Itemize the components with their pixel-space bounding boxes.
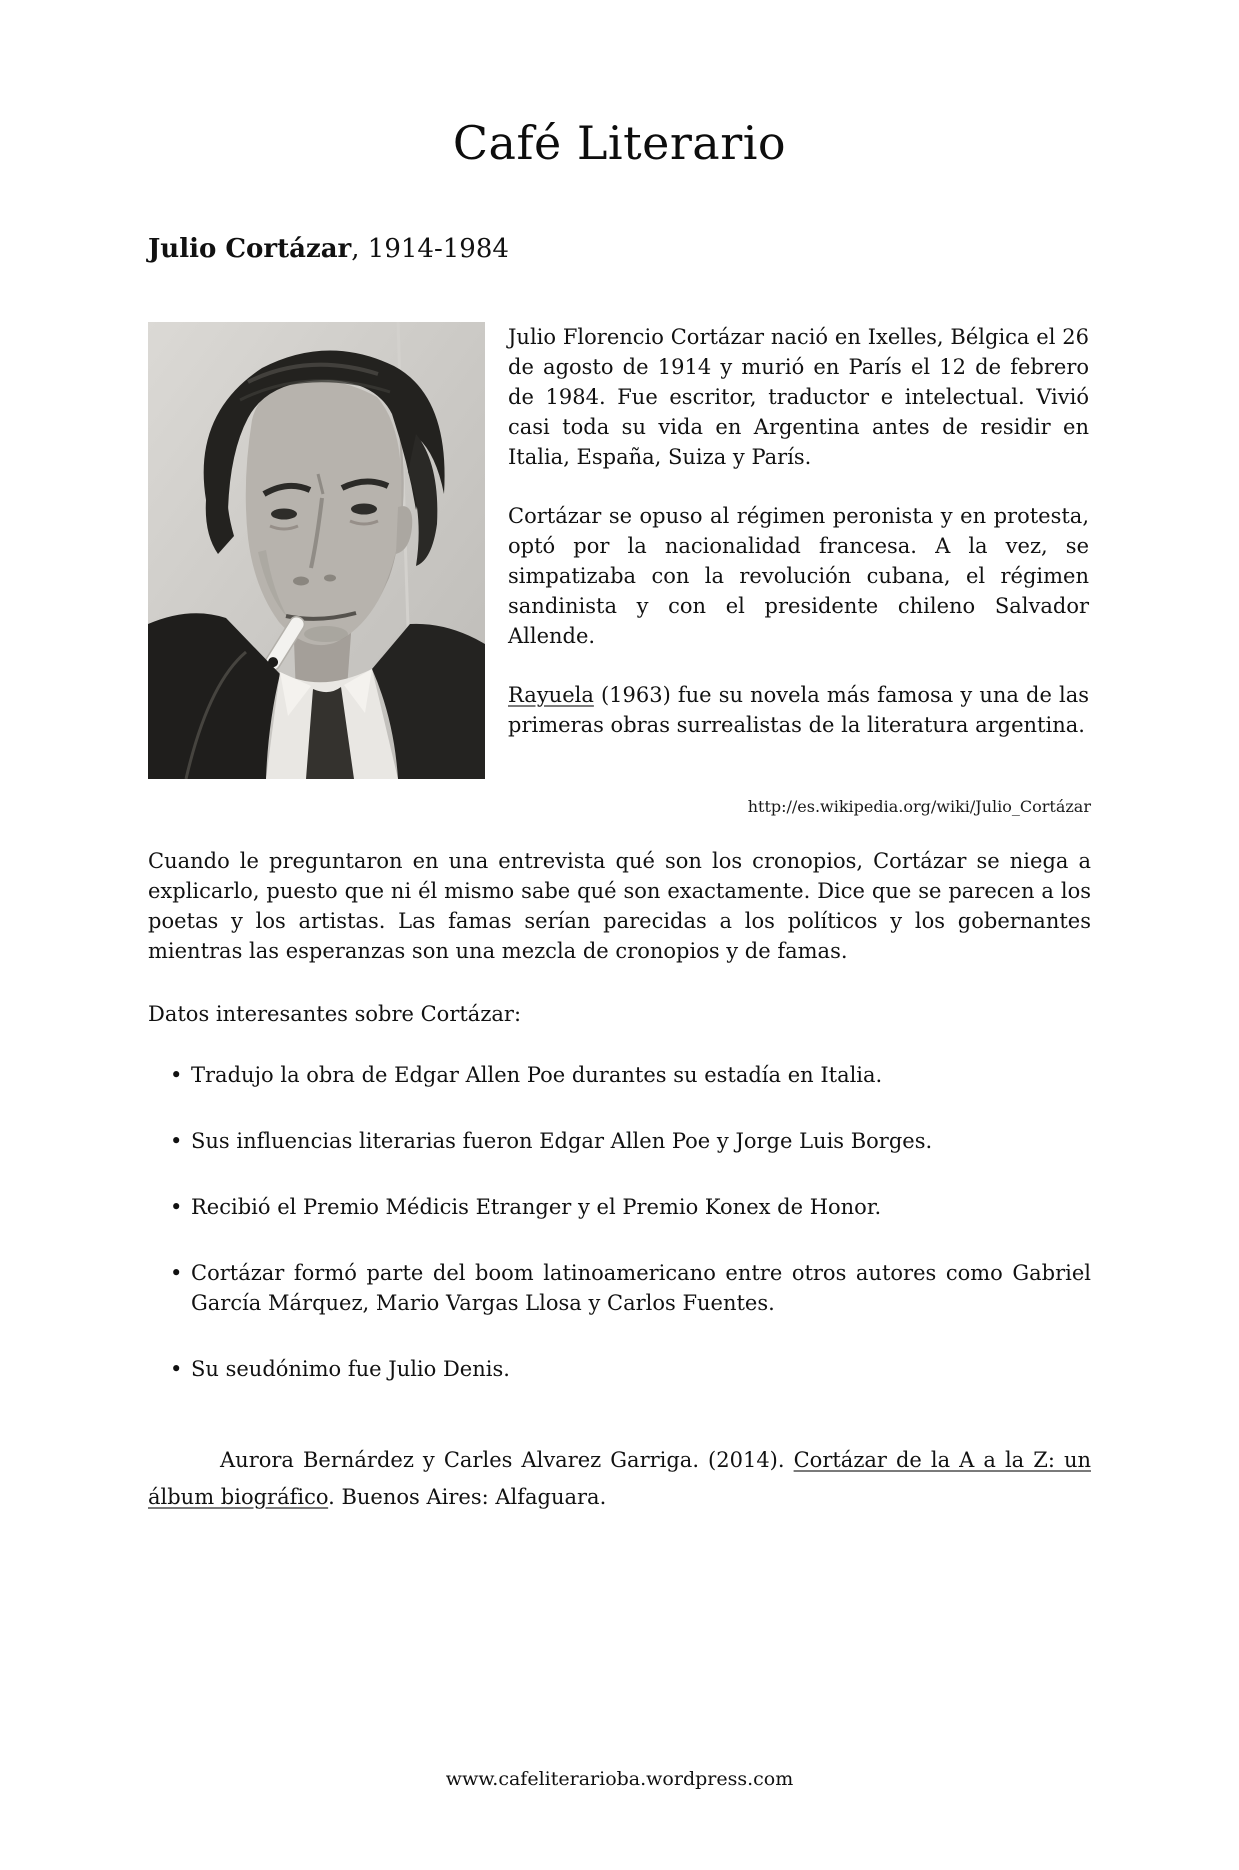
author-dates: , 1914-1984 [351, 234, 509, 264]
reference-book-title-link[interactable]: Cortázar de la A a la Z: un álbum biográfico [148, 1448, 1091, 1509]
reference-publisher: . Buenos Aires: Alfaguara. [328, 1485, 607, 1509]
cronopios-paragraph: Cuando le preguntaron en una entrevista qué son los cronopios, Cortázar se niega a explicarlo, puesto que ni él mismo sabe qué son exactamente. Dice que se parecen a los poetas y los artistas. Las famas serían parecidas a los políticos y los gobernantes mientras las esperanzas son una mezcla de cronopios y de famas. [148, 849, 1091, 963]
fact-item: • Su seudónimo fue Julio Denis. [170, 1354, 1091, 1384]
site-footer-url: www.cafeliterarioba.wordpress.com [445, 1768, 794, 1790]
bio-paragraph-1: Julio Florencio Cortázar nació en Ixelles, Bélgica el 26 de agosto de 1914 y murió en París el 12 de febrero de 1984. Fue escritor, traductor e intelectual. Vivió casi toda su vida en Argentina antes de residir en Italia, España, Suiza y París. [508, 325, 1089, 469]
facts-heading: Datos interesantes sobre Cortázar: [148, 1002, 522, 1026]
page-title: Café Literario [452, 116, 787, 170]
document-page [0, 116, 1239, 1870]
fact-item: • Cortázar formó parte del boom latinoamericano entre otros autores como Gabriel García Márquez, Mario Vargas Llosa y Carlos Fuentes. [170, 1258, 1091, 1318]
fact-item: • Sus influencias literarias fueron Edgar Allen Poe y Jorge Luis Borges. [170, 1126, 1091, 1156]
facts-list [170, 1060, 1091, 1384]
bio-section [148, 322, 1091, 779]
bio-paragraph-3-rest: (1963) fue su novela más famosa y una de las primeras obras surrealistas de la literatura argentina. [508, 683, 1089, 737]
bio-paragraph-3 [508, 680, 1089, 740]
reference-authors: Aurora Bernárdez y Carles Alvarez Garriga. (2014). [220, 1448, 794, 1472]
fact-item: • Tradujo la obra de Edgar Allen Poe durantes su estadía en Italia. [170, 1060, 1091, 1090]
author-byline [148, 234, 1091, 264]
fact-item: • Recibió el Premio Médicis Etranger y el Premio Konex de Honor. [170, 1192, 1091, 1222]
bio-paragraph-2: Cortázar se opuso al régimen peronista y en protesta, optó por la nacionalidad francesa. A la vez, se simpatizaba con la revolución cubana, el régimen sandinista y con el presidente chileno Salvador Allende. [508, 504, 1089, 648]
portrait-photo [148, 322, 485, 779]
rayuela-link[interactable]: Rayuela [508, 683, 594, 707]
bibliographic-reference [148, 1442, 1091, 1516]
author-name: Julio Cortázar [148, 234, 352, 264]
wikipedia-source-url: http://es.wikipedia.org/wiki/Julio_Cortázar [747, 797, 1091, 816]
bio-text-column [508, 322, 1089, 740]
